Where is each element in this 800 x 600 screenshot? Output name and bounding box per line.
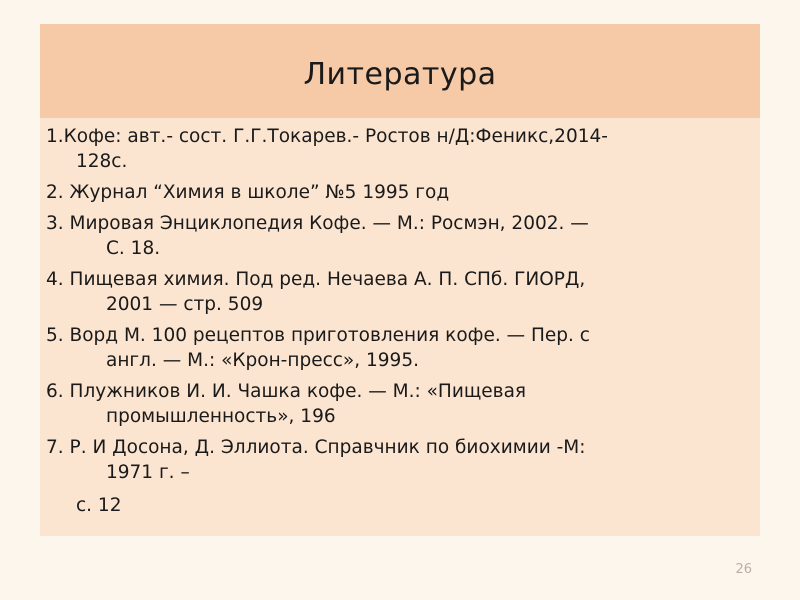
reference-item-5 — [46, 323, 750, 373]
reference-list — [46, 124, 750, 518]
content-panel — [40, 24, 760, 536]
reference-line: 5. Ворд М. 100 рецептов приготовления кофе. — Пер. с — [46, 325, 590, 346]
reference-line-continued: англ. — М.: «Крон-пресс», 1995. — [106, 350, 419, 371]
reference-item-7 — [46, 435, 750, 485]
reference-tail: с. 12 — [76, 495, 122, 516]
reference-line: 7. Р. И Досона, Д. Эллиота. Справчник по биохимии -М: — [46, 437, 586, 458]
reference-line: 3. Мировая Энциклопедия Кофе. — М.: Росмэн, 2002. — — [46, 213, 589, 234]
reference-item-6 — [46, 379, 750, 429]
reference-line: 4. Пищевая химия. Под ред. Нечаева А. П. СПб. ГИОРД, — [46, 269, 586, 290]
reference-line: 1.Кофе: авт.- сост. Г.Г.Токарев.- Ростов н/Д:Феникс,2014- — [46, 126, 608, 147]
reference-line-continued: 2001 — стр. 509 — [106, 294, 264, 315]
reference-item-4 — [46, 267, 750, 317]
reference-item-2 — [46, 180, 750, 205]
reference-line-continued: 128с. — [76, 151, 128, 172]
reference-line-continued: 1971 г. – — [106, 462, 190, 483]
reference-line: 2. Журнал “Химия в школе” №5 1995 год — [46, 182, 450, 203]
page-number: 26 — [735, 562, 752, 577]
reference-line: 6. Плужников И. И. Чашка кофе. — М.: «Пищевая — [46, 381, 527, 402]
reference-item-1 — [46, 124, 750, 174]
reference-line-continued: промышленность», 196 — [106, 406, 336, 427]
reference-line-continued: С. 18. — [106, 238, 161, 259]
reference-item-3 — [46, 211, 750, 261]
slide-title: Литература — [303, 57, 497, 92]
